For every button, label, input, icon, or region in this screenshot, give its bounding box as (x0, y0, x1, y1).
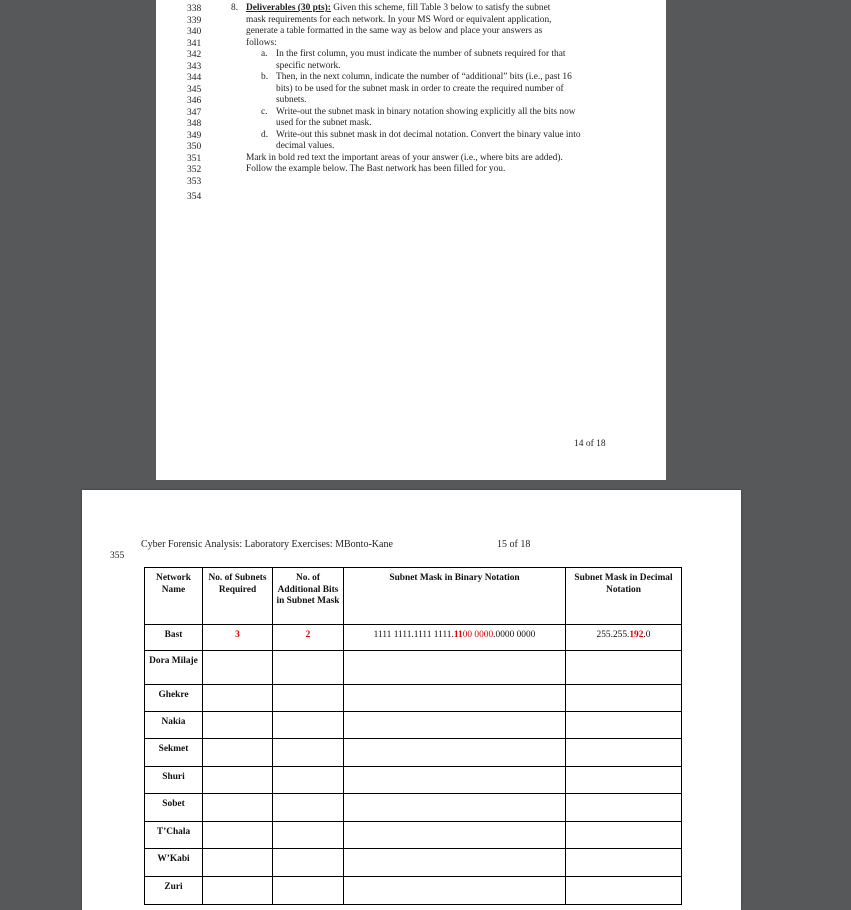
list-item-line: specific network. (276, 60, 341, 71)
deliverables-paragraph-line: follows: (246, 37, 277, 48)
header-additional-bits: No. of Additional Bits in Subnet Mask (273, 568, 344, 625)
subnets-required-cell[interactable] (203, 849, 273, 877)
deliverables-label: Deliverables (30 pts): (246, 3, 331, 13)
additional-bits-cell[interactable] (273, 794, 344, 822)
additional-bits-cell[interactable] (273, 767, 344, 794)
binary-mask-cell[interactable] (344, 712, 566, 739)
network-name-cell: Zuri (145, 877, 203, 905)
deliverables-paragraph-line: mask requirements for each network. In your MS Word or equivalent application, (246, 14, 552, 25)
line-number: 355 (110, 551, 125, 561)
binary-mask-cell[interactable] (344, 877, 566, 905)
network-name-cell: Dora Milaje (145, 651, 203, 685)
table-row (145, 849, 682, 877)
binary-mask-cell[interactable] (344, 651, 566, 685)
binary-added-bits: 11 (453, 630, 463, 640)
line-number: 344 (187, 73, 202, 83)
deliverables-paragraph-line: generate a table formatted in the same way as below and place your answers as (246, 26, 543, 36)
header-subnets-required: No. of Subnets Required (203, 568, 273, 625)
table-row (145, 877, 682, 905)
line-number: 339 (187, 15, 202, 26)
decimal-mask-cell[interactable] (566, 849, 682, 877)
network-name-cell: Sobet (145, 794, 203, 822)
list-marker: b. (261, 72, 269, 82)
deliverables-text: Given this scheme, fill Table 3 below to satisfy the subnet (330, 3, 551, 13)
table-row (145, 767, 682, 794)
header-network-name: Network Name (145, 568, 203, 625)
decimal-suffix: .0 (643, 630, 651, 640)
binary-prefix: 1111 1111.1111 1111. (373, 630, 454, 640)
decimal-prefix: 255.255. (596, 630, 630, 640)
list-item-line: Then, in the next column, indicate the number of “additional” bits (i.e., past 16 (276, 72, 572, 82)
decimal-mask-cell[interactable] (566, 651, 682, 685)
binary-mask-cell[interactable] (344, 849, 566, 877)
line-number: 350 (187, 142, 202, 152)
table-row (145, 794, 682, 822)
running-header: Cyber Forensic Analysis: Laboratory Exercises: MBonto-Kane (141, 539, 393, 550)
list-marker: c. (261, 106, 268, 117)
list-marker: a. (261, 49, 268, 59)
decimal-mask-cell[interactable] (566, 767, 682, 794)
subnets-required-cell[interactable] (203, 794, 273, 822)
network-name-cell: W’Kabi (145, 849, 203, 877)
additional-bits-cell[interactable] (273, 651, 344, 685)
line-number: 349 (187, 130, 202, 141)
decimal-mask-cell[interactable] (566, 877, 682, 905)
line-number: 353 (187, 176, 202, 187)
subnets-required-cell[interactable] (203, 877, 273, 905)
list-item-line: bits) to be used for the subnet mask in order to create the required number of (276, 83, 564, 94)
binary-suffix: .0000 0000 (493, 630, 536, 640)
list-item-line: Write-out this subnet mask in dot decimal notation. Convert the binary value into (276, 129, 581, 140)
line-number: 340 (187, 27, 202, 37)
line-number: 346 (187, 96, 202, 106)
subnets-required-cell[interactable] (203, 822, 273, 849)
additional-bits-cell[interactable] (273, 877, 344, 905)
list-item-line: Write-out the subnet mask in binary notation showing explicitly all the bits now (276, 106, 576, 117)
subnets-required-cell[interactable] (203, 685, 273, 712)
subnets-required-cell[interactable] (203, 651, 273, 685)
table-row (145, 822, 682, 849)
binary-mask-cell[interactable] (344, 767, 566, 794)
subnet-table (144, 567, 682, 905)
subnets-required-cell: 3 (203, 625, 273, 651)
additional-bits-cell[interactable] (273, 849, 344, 877)
network-name-cell: Bast (145, 625, 203, 651)
table-row (145, 712, 682, 739)
line-number: 341 (187, 38, 202, 49)
network-name-cell: Nakia (145, 712, 203, 739)
network-name-cell: Shuri (145, 767, 203, 794)
deliverables-paragraph-line (246, 3, 550, 15)
closing-line: Mark in bold red text the important areas of your answer (i.e., where bits are added). (246, 152, 563, 163)
line-number: 338 (187, 4, 202, 14)
subnets-required-cell[interactable] (203, 739, 273, 767)
line-number: 342 (187, 50, 202, 60)
list-item-line: used for the subnet mask. (276, 118, 372, 128)
list-item-line: In the first column, you must indicate the number of subnets required for that (276, 49, 566, 59)
additional-bits-cell[interactable] (273, 739, 344, 767)
table-row (145, 651, 682, 685)
header-binary-notation: Subnet Mask in Binary Notation (344, 568, 566, 625)
decimal-mask-cell[interactable] (566, 712, 682, 739)
decimal-red-octet: 192 (629, 630, 644, 640)
table-row (145, 685, 682, 712)
decimal-mask-cell (566, 625, 682, 651)
network-name-cell: T’Chala (145, 822, 203, 849)
binary-mask-cell[interactable] (344, 822, 566, 849)
list-item-line: subnets. (276, 95, 307, 105)
decimal-mask-cell[interactable] (566, 685, 682, 712)
subnets-required-cell[interactable] (203, 767, 273, 794)
binary-mask-cell[interactable] (344, 685, 566, 712)
header-decimal-notation: Subnet Mask in Decimal Notation (566, 568, 682, 625)
page-number: 15 of 18 (497, 539, 531, 550)
item-number: 8. (231, 3, 239, 13)
line-number: 348 (187, 119, 202, 129)
additional-bits-cell: 2 (273, 625, 344, 651)
additional-bits-cell[interactable] (273, 712, 344, 739)
list-item-line: decimal values. (276, 141, 335, 151)
line-number: 354 (187, 192, 202, 202)
line-number: 352 (187, 165, 202, 175)
line-number: 343 (187, 61, 202, 72)
line-number: 351 (187, 153, 202, 164)
decimal-mask-cell[interactable] (566, 822, 682, 849)
binary-mask-cell[interactable] (344, 794, 566, 822)
line-number: 347 (187, 107, 202, 118)
table-header-row (145, 568, 682, 625)
additional-bits-cell[interactable] (273, 822, 344, 849)
additional-bits-cell[interactable] (273, 685, 344, 712)
binary-mask-cell (344, 625, 566, 651)
list-marker: d. (261, 129, 269, 140)
binary-mask-cell[interactable] (344, 739, 566, 767)
table-row (145, 625, 682, 651)
network-name-cell: Sekmet (145, 739, 203, 767)
table-row (145, 739, 682, 767)
binary-red-zeros: 00 0000 (462, 630, 494, 640)
network-name-cell: Ghekre (145, 685, 203, 712)
subnets-required-cell[interactable] (203, 712, 273, 739)
decimal-mask-cell[interactable] (566, 739, 682, 767)
page-number: 14 of 18 (574, 439, 606, 449)
decimal-mask-cell[interactable] (566, 794, 682, 822)
closing-line: Follow the example below. The Bast network has been filled for you. (246, 164, 506, 174)
line-number: 345 (187, 84, 202, 95)
